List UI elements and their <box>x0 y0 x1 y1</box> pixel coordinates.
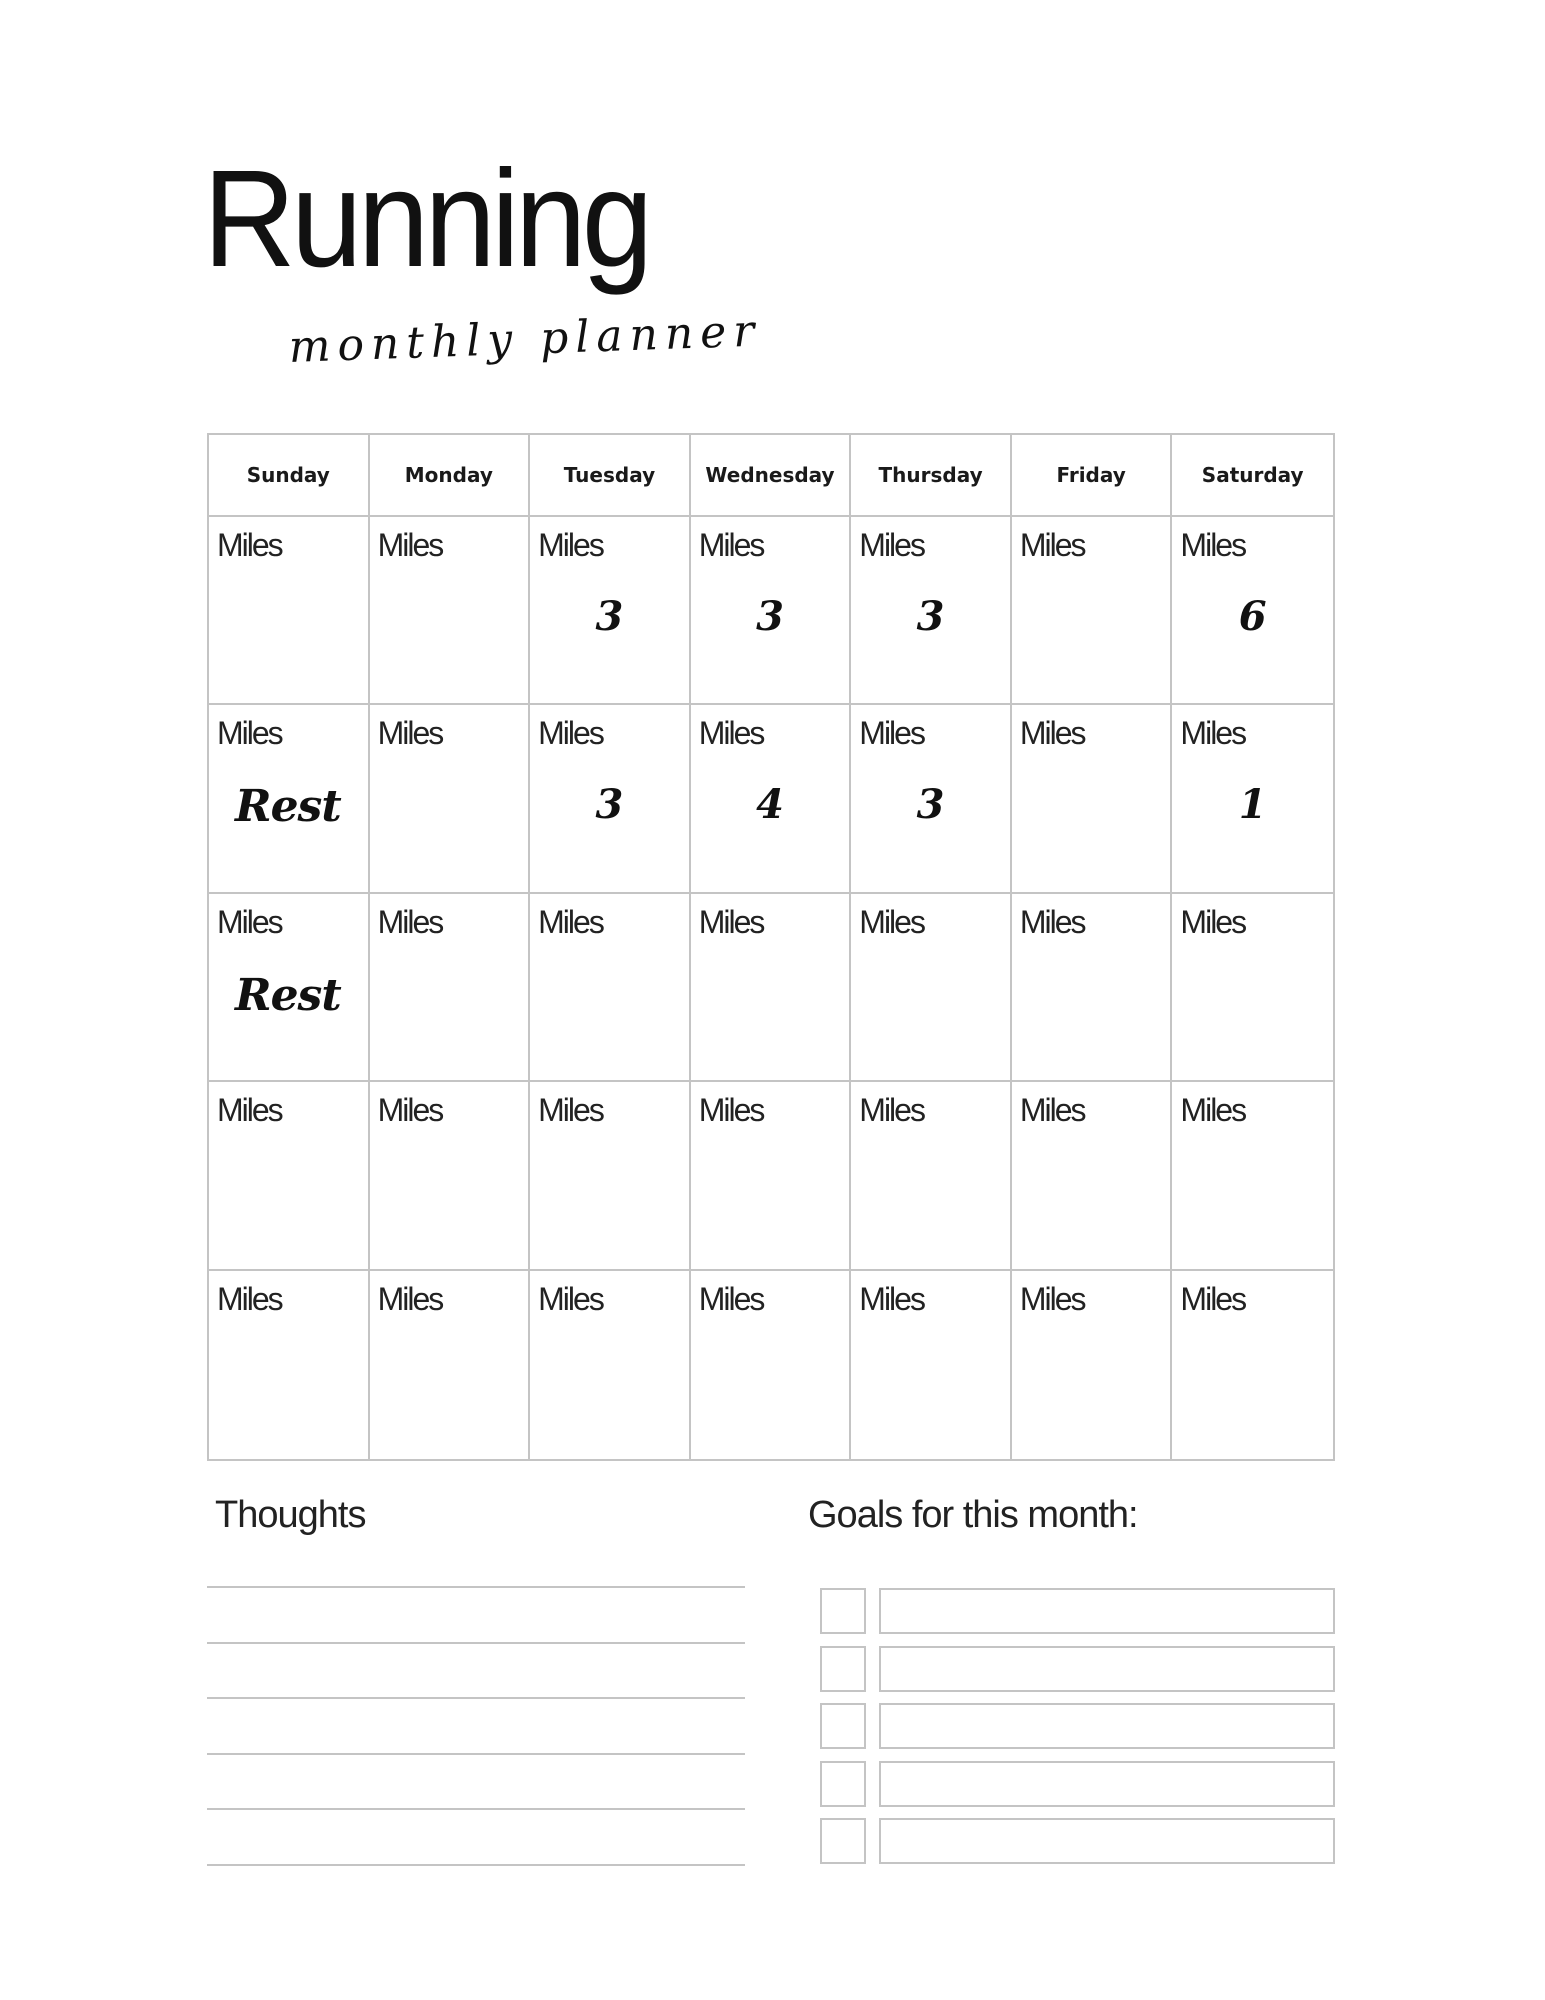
miles-label: Miles <box>1180 1280 1246 1317</box>
miles-label: Miles <box>1019 715 1085 752</box>
miles-entry: 3 <box>595 781 624 829</box>
calendar-day-cell[interactable] <box>370 705 531 893</box>
thought-line[interactable] <box>207 1586 745 1588</box>
day-header-wednesday: Wednesday <box>691 435 852 517</box>
calendar-day-cell[interactable] <box>851 894 1012 1082</box>
miles-label: Miles <box>1180 527 1246 563</box>
miles-label: Miles <box>538 1280 603 1317</box>
miles-label: Miles <box>859 715 924 752</box>
thoughts-title: Thoughts <box>215 1494 366 1536</box>
day-header-sunday: Sunday <box>209 435 370 517</box>
miles-entry: 6 <box>1238 593 1267 640</box>
day-header-saturday: Saturday <box>1172 435 1333 517</box>
goal-text-box[interactable] <box>879 1588 1335 1634</box>
goal-checkbox[interactable] <box>820 1818 866 1864</box>
calendar-day-cell[interactable] <box>530 894 691 1082</box>
goal-row <box>820 1761 1335 1807</box>
miles-entry: 3 <box>916 781 945 829</box>
miles-label: Miles <box>698 527 764 563</box>
thought-line[interactable] <box>207 1808 745 1810</box>
calendar-day-cell[interactable] <box>1012 517 1173 705</box>
calendar-day-cell[interactable] <box>1172 517 1333 705</box>
goal-text-box[interactable] <box>879 1818 1335 1864</box>
planner-subtitle: monthly planner <box>287 305 763 373</box>
miles-label: Miles <box>538 527 603 563</box>
miles-label: Miles <box>698 903 764 940</box>
miles-label: Miles <box>217 1280 282 1317</box>
miles-entry: 3 <box>756 593 784 640</box>
miles-label: Miles <box>538 1092 603 1129</box>
thought-line[interactable] <box>207 1697 745 1699</box>
calendar-day-cell[interactable] <box>1012 705 1173 893</box>
goal-text-box[interactable] <box>879 1761 1335 1807</box>
goal-row <box>820 1703 1335 1749</box>
planner-title: Running <box>203 142 649 296</box>
goal-checkbox[interactable] <box>820 1646 866 1692</box>
miles-entry: 3 <box>916 593 945 640</box>
calendar-day-cell[interactable] <box>370 894 531 1082</box>
calendar-day-cell[interactable] <box>1172 705 1333 893</box>
miles-label: Miles <box>217 715 282 752</box>
miles-entry: 3 <box>595 593 624 640</box>
goal-text-box[interactable] <box>879 1703 1335 1749</box>
goal-row <box>820 1588 1335 1634</box>
calendar-day-cell[interactable] <box>691 894 852 1082</box>
calendar-day-cell[interactable] <box>209 894 370 1082</box>
calendar-day-cell[interactable] <box>1012 894 1173 1082</box>
calendar-day-cell[interactable] <box>691 1271 852 1459</box>
calendar-grid <box>207 433 1335 1461</box>
miles-label: Miles <box>859 903 924 940</box>
calendar-day-cell[interactable] <box>209 517 370 705</box>
miles-label: Miles <box>1019 1280 1085 1317</box>
calendar-day-cell[interactable] <box>851 517 1012 705</box>
miles-label: Miles <box>377 1092 443 1129</box>
calendar-day-cell[interactable] <box>370 517 531 705</box>
calendar-day-cell[interactable] <box>1012 1271 1173 1459</box>
miles-label: Miles <box>377 527 443 563</box>
miles-label: Miles <box>859 527 924 563</box>
calendar-day-cell[interactable] <box>209 705 370 893</box>
miles-label: Miles <box>538 903 603 940</box>
calendar-day-cell[interactable] <box>851 1271 1012 1459</box>
miles-label: Miles <box>217 527 282 563</box>
calendar-day-cell[interactable] <box>851 705 1012 893</box>
thought-line[interactable] <box>207 1642 745 1644</box>
calendar-day-cell[interactable] <box>1012 1082 1173 1270</box>
calendar-day-cell[interactable] <box>370 1082 531 1270</box>
miles-label: Miles <box>377 903 443 940</box>
goal-text-box[interactable] <box>879 1646 1335 1692</box>
goal-row <box>820 1818 1335 1864</box>
thought-line[interactable] <box>207 1753 745 1755</box>
miles-label: Miles <box>1019 903 1085 940</box>
miles-label: Miles <box>859 1280 924 1317</box>
calendar-day-cell[interactable] <box>370 1271 531 1459</box>
calendar-day-cell[interactable] <box>1172 894 1333 1082</box>
miles-label: Miles <box>538 715 603 752</box>
calendar-day-cell[interactable] <box>530 517 691 705</box>
miles-label: Miles <box>859 1092 924 1129</box>
calendar-day-cell[interactable] <box>530 705 691 893</box>
calendar-day-cell[interactable] <box>691 1082 852 1270</box>
calendar-day-cell[interactable] <box>691 517 852 705</box>
calendar-day-cell[interactable] <box>530 1082 691 1270</box>
day-header-thursday: Thursday <box>851 435 1012 517</box>
calendar-day-cell[interactable] <box>209 1271 370 1459</box>
miles-label: Miles <box>698 1280 764 1317</box>
goal-checkbox[interactable] <box>820 1703 866 1749</box>
miles-label: Miles <box>1019 1092 1085 1129</box>
miles-entry: 1 <box>1238 781 1267 829</box>
miles-label: Miles <box>217 1092 282 1129</box>
miles-label: Miles <box>698 715 764 752</box>
miles-entry: Rest <box>235 969 341 1021</box>
miles-label: Miles <box>377 715 443 752</box>
calendar-day-cell[interactable] <box>209 1082 370 1270</box>
goal-checkbox[interactable] <box>820 1588 866 1634</box>
miles-label: Miles <box>1180 903 1246 940</box>
goals-title: Goals for this month: <box>808 1494 1138 1536</box>
miles-label: Miles <box>377 1280 443 1317</box>
miles-label: Miles <box>1019 527 1085 563</box>
calendar-day-cell[interactable] <box>1172 1271 1333 1459</box>
miles-label: Miles <box>217 903 282 940</box>
calendar-day-cell[interactable] <box>691 705 852 893</box>
calendar-day-cell[interactable] <box>851 1082 1012 1270</box>
miles-label: Miles <box>1180 715 1246 752</box>
miles-entry: 4 <box>756 781 784 829</box>
miles-label: Miles <box>698 1092 764 1129</box>
day-header-friday: Friday <box>1012 435 1173 517</box>
calendar-day-cell[interactable] <box>1172 1082 1333 1270</box>
calendar-day-cell[interactable] <box>530 1271 691 1459</box>
miles-label: Miles <box>1180 1092 1246 1129</box>
goal-row <box>820 1646 1335 1692</box>
day-header-tuesday: Tuesday <box>530 435 691 517</box>
day-header-monday: Monday <box>370 435 531 517</box>
miles-entry: Rest <box>235 781 341 833</box>
goal-checkbox[interactable] <box>820 1761 866 1807</box>
thought-line[interactable] <box>207 1864 745 1866</box>
